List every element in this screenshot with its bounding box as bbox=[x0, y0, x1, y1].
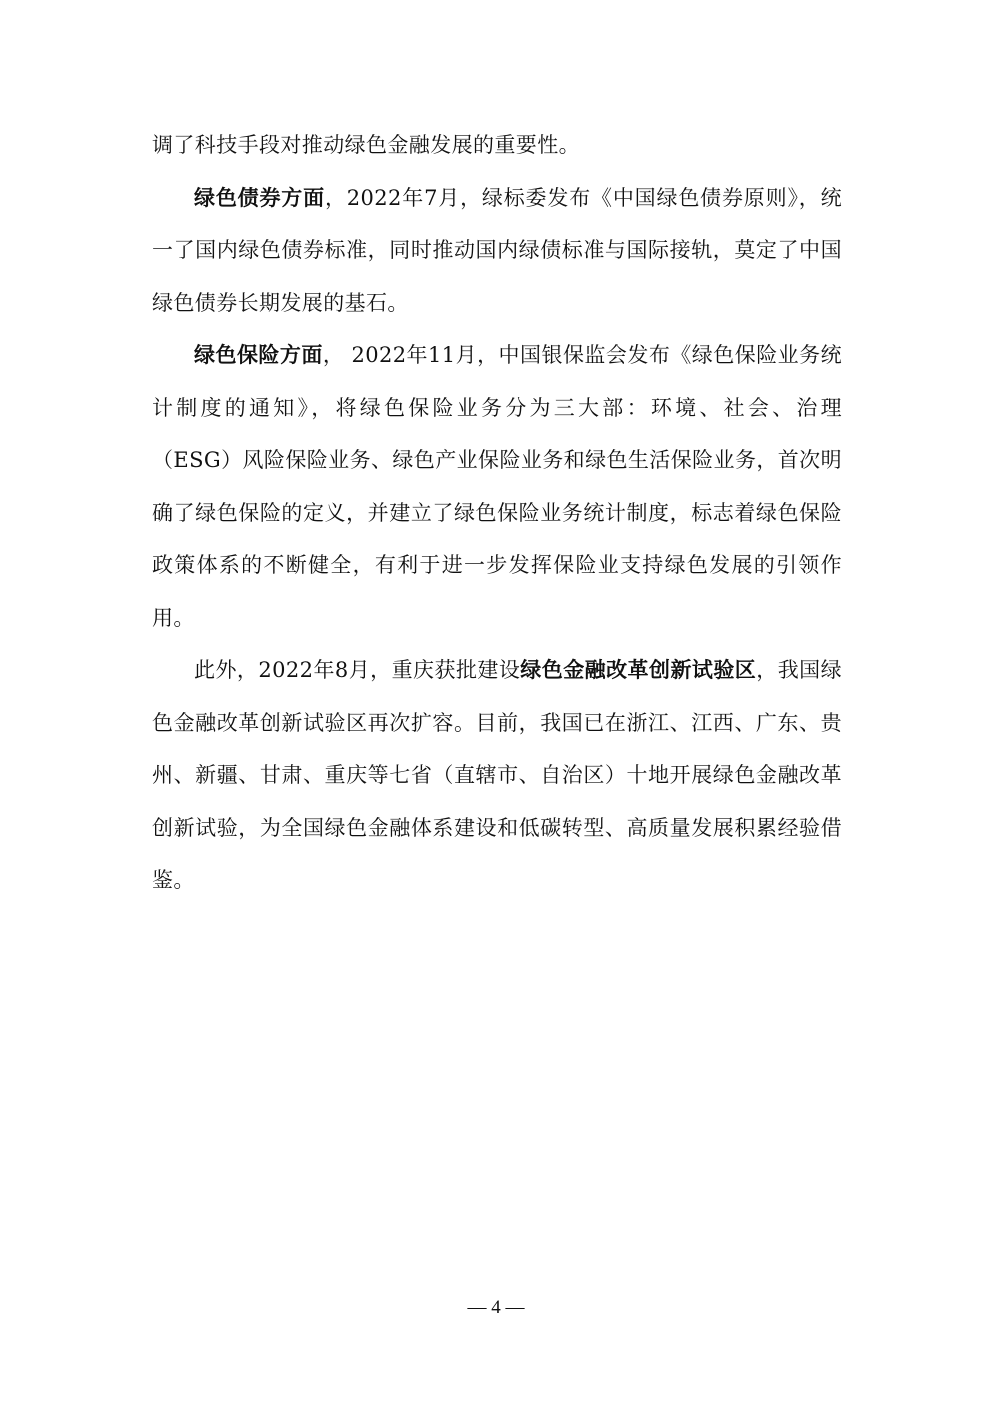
page-number: — 4 — bbox=[467, 1297, 525, 1318]
text-run: ，我国绿色金融改革创新试验区再次扩容。目前，我国已在浙江、江西、广东、贵州、新疆、甘肃、重庆等七省（直辖市、自治区）十地开展绿色金融改革创新试验，为全国绿色金融体系建设和低碳转型、高质量发展积累经验借鉴。 bbox=[152, 658, 842, 892]
text-run: ，2022年7月，绿标委发布《中国绿色债券原则》，统一了国内绿色债券标准，同时推动国内绿债标准与国际接轨，莫定了中国绿色债券长期发展的基石。 bbox=[152, 185, 842, 315]
highlight-pilot-zone: 绿色金融改革创新试验区 bbox=[520, 657, 757, 682]
document-body bbox=[152, 119, 842, 907]
text-run: 此外，2022年8月，重庆获批建设 bbox=[194, 658, 521, 682]
heading-green-bonds: 绿色债券方面 bbox=[194, 184, 325, 210]
paragraph-continuation bbox=[152, 119, 842, 172]
text-run: ， 2022年11月，中国银保监会发布《绿色保险业务统计制度的通知》，将绿色保险业务分为三大部：环境、社会、治理（ESG）风险保险业务、绿色产业保险业务和绿色生活保险业务，首次明确了绿色保险的定义，并建立了绿色保险业务统计制度，标志着绿色保险政策体系的不断健全，有利于进一步发挥保险业支持绿色发展的引领作用。 bbox=[152, 343, 843, 630]
paragraph-pilot-zone bbox=[152, 644, 842, 907]
text-run: 调了科技手段对推动绿色金融发展的重要性。 bbox=[152, 133, 580, 157]
paragraph-green-bonds bbox=[152, 172, 842, 330]
heading-green-insurance: 绿色保险方面 bbox=[194, 342, 323, 367]
paragraph-green-insurance bbox=[152, 329, 842, 644]
